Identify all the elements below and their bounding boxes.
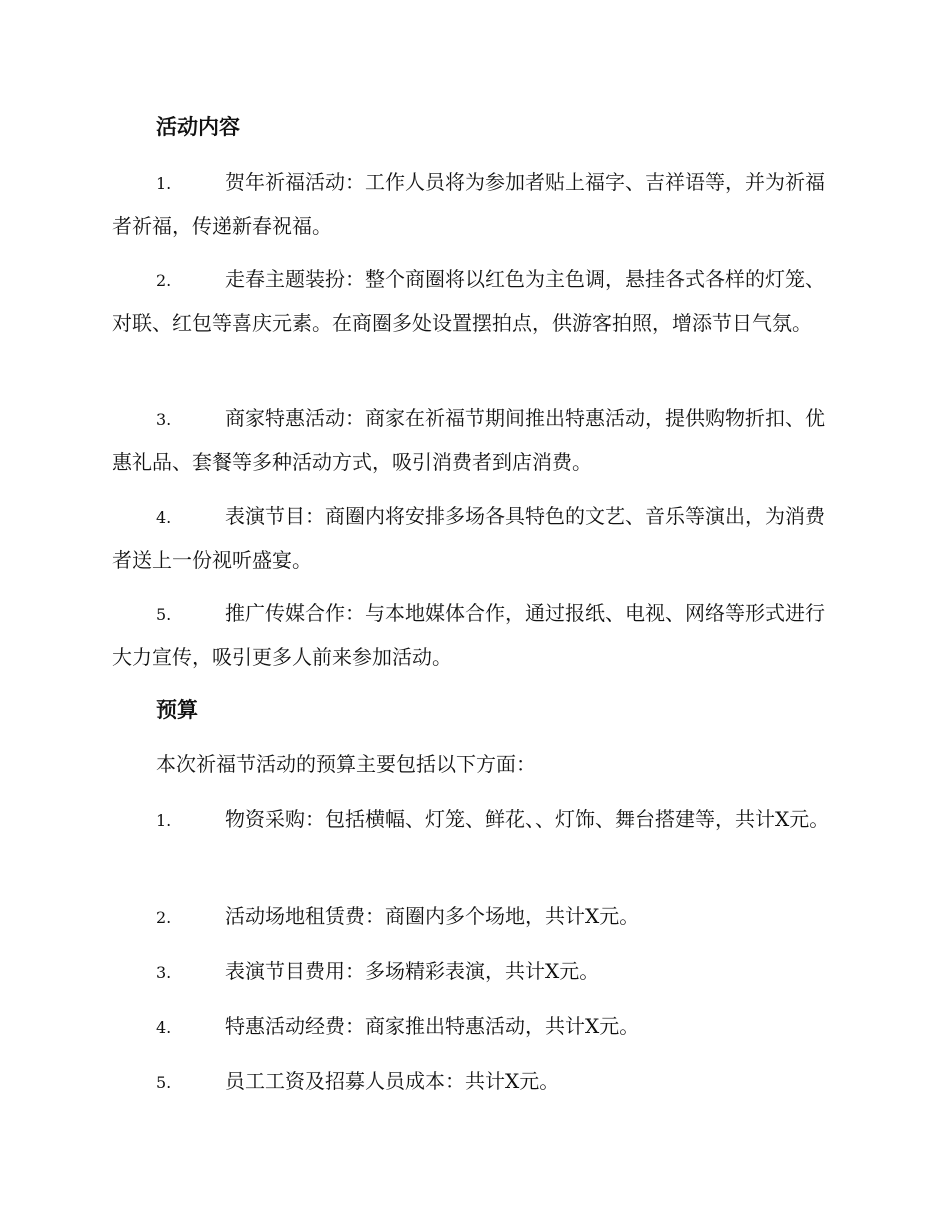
list-item: [112, 950, 832, 994]
list-item-number: 5.: [156, 1073, 172, 1092]
section-heading-budget: 预算: [156, 698, 198, 722]
list-item: [112, 895, 832, 939]
section-heading-activities: 活动内容: [156, 115, 240, 139]
list-item: [112, 397, 832, 483]
list-item: [112, 1005, 832, 1049]
list-item-number: 3.: [156, 410, 172, 429]
list-item: [112, 798, 832, 842]
list-item: [112, 161, 832, 247]
list-item-number: 2.: [156, 271, 172, 290]
list-item-number: 2.: [156, 908, 172, 927]
list-item-text: 走春主题装扮：整个商圈将以红色为主色调，悬挂各式各样的灯笼、对联、红包等喜庆元素。在商圈多处设置摆拍点，供游客拍照，增添节日气氛。: [112, 267, 825, 335]
list-item-text: 推广传媒合作：与本地媒体合作，通过报纸、电视、网络等形式进行大力宣传，吸引更多人前来参加活动。: [112, 601, 825, 669]
list-item-text: 员工工资及招募人员成本：共计X元。: [225, 1069, 560, 1093]
list-item-text: 活动场地租赁费：商圈内多个场地，共计X元。: [225, 904, 640, 928]
list-item-text: 物资采购：包括横幅、灯笼、鲜花、、灯饰、舞台搭建等，共计X元。: [225, 807, 830, 831]
list-item: [112, 258, 832, 344]
list-item-number: 4.: [156, 1018, 172, 1037]
list-item-number: 1.: [156, 174, 172, 193]
list-item: [112, 495, 832, 581]
list-item-number: 1.: [156, 811, 172, 830]
list-item: [112, 592, 832, 678]
list-item-number: 5.: [156, 605, 172, 624]
list-item-text: 贺年祈福活动：工作人员将为参加者贴上福字、吉祥语等，并为祈福者祈福，传递新春祝福。: [112, 170, 825, 238]
list-item-text: 特惠活动经费：商家推出特惠活动，共计X元。: [225, 1014, 640, 1038]
budget-intro: 本次祈福节活动的预算主要包括以下方面：: [156, 752, 536, 776]
list-item-text: 表演节目：商圈内将安排多场各具特色的文艺、音乐等演出，为消费者送上一份视听盛宴。: [112, 504, 825, 572]
list-item: [112, 1060, 832, 1104]
list-item-number: 4.: [156, 508, 172, 527]
list-item-text: 表演节目费用：多场精彩表演，共计X元。: [225, 959, 600, 983]
list-item-text: 商家特惠活动：商家在祈福节期间推出特惠活动，提供购物折扣、优惠礼品、套餐等多种活动方式，吸引消费者到店消费。: [112, 406, 825, 474]
list-item-number: 3.: [156, 963, 172, 982]
